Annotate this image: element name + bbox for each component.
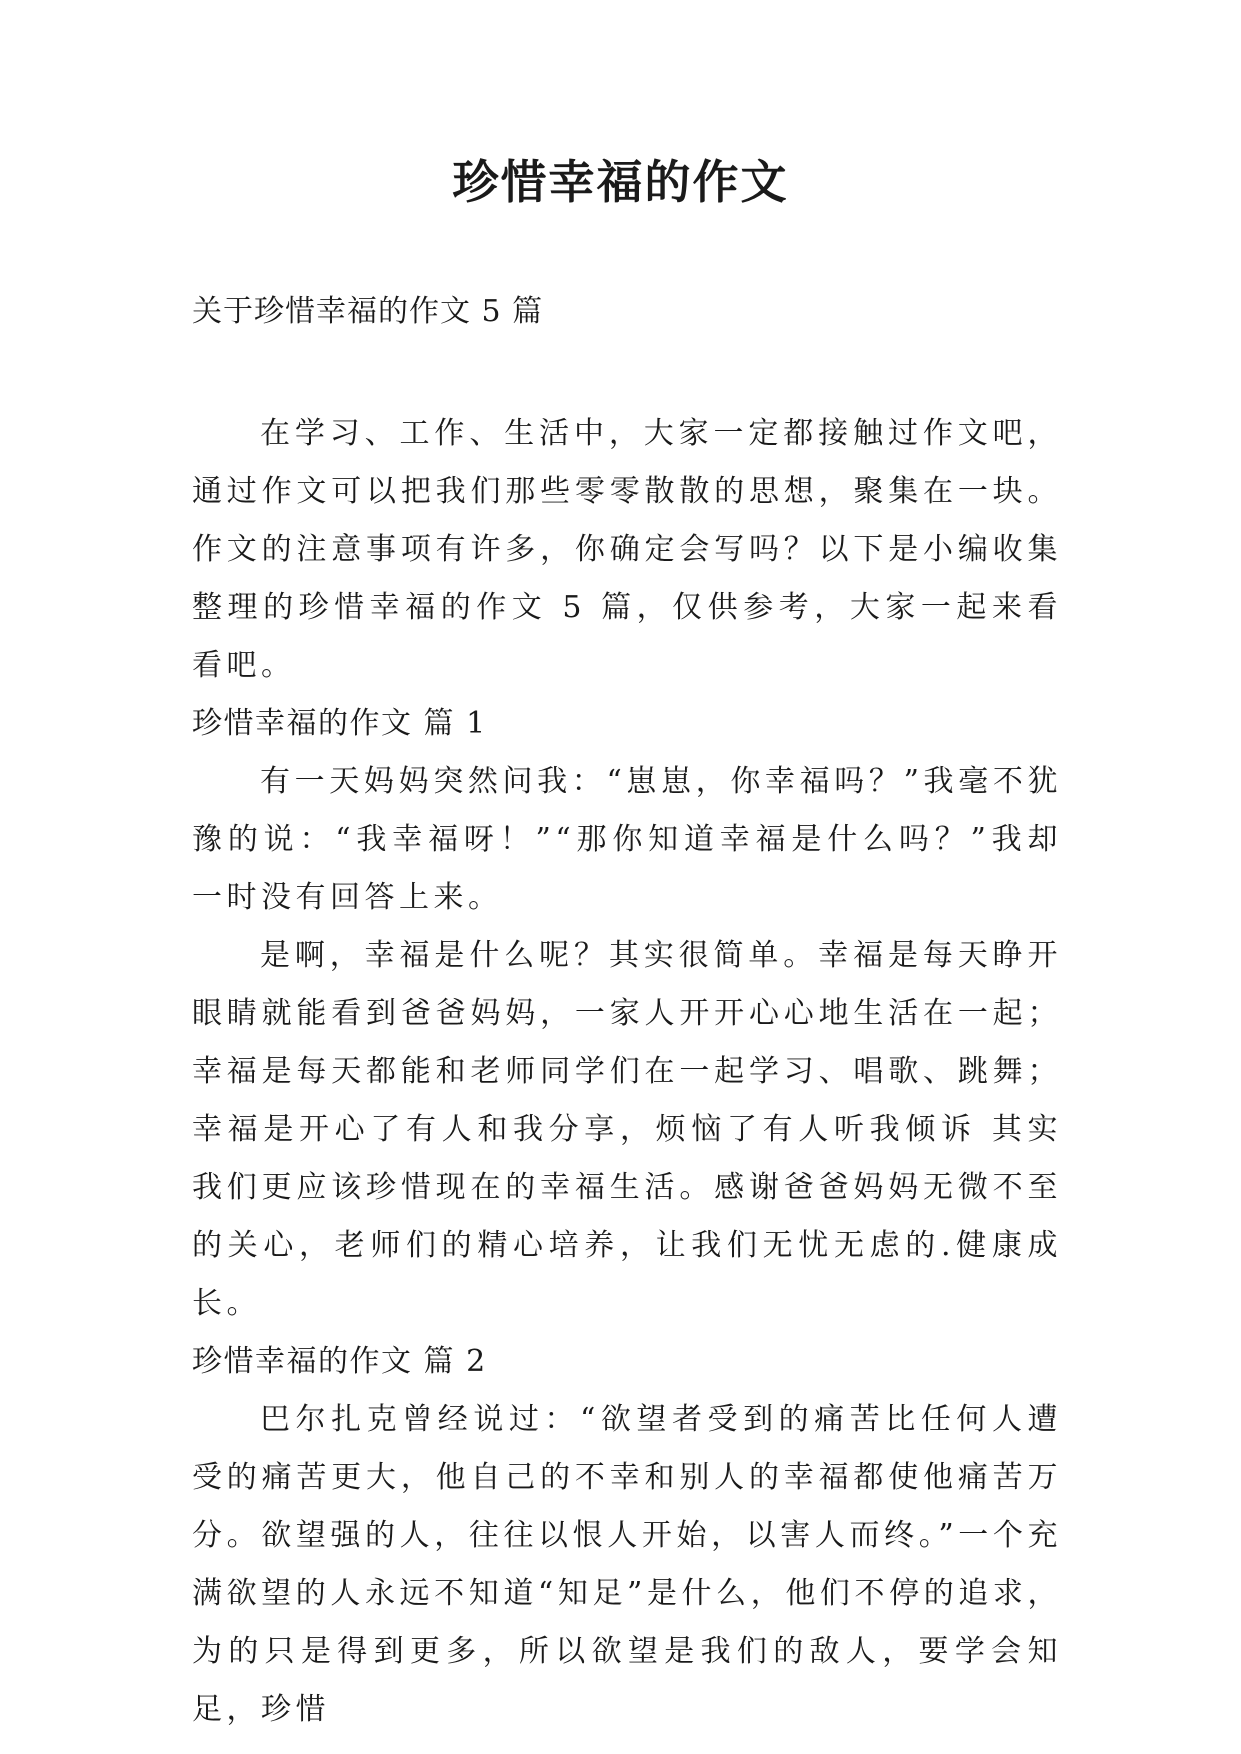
document-subtitle: 关于珍惜幸福的作文 5 篇 — [192, 294, 544, 329]
intro-paragraph: 在学习、工作、生活中，大家一定都接触过作文吧，通过作文可以把我们那些零零散散的思想，聚集在一块。作文的注意事项有许多，你确定会写吗？以下是小编收集整理的珍惜幸福的作文 5 篇，仅供参考，大家一起来看看吧。 — [192, 416, 1062, 683]
section-1-paragraph-1: 有一天妈妈突然问我：“崽崽，你幸福吗？”我毫不犹豫的说：“我幸福呀！”“那你知道幸福是什么吗？”我却一时没有回答上来。 — [192, 764, 1062, 915]
document-body — [192, 405, 1062, 1739]
section-1-paragraph-2: 是啊，幸福是什么呢？其实很简单。幸福是每天睁开眼睛就能看到爸爸妈妈，一家人开开心心地生活在一起；幸福是每天都能和老师同学们在一起学习、唱歌、跳舞；幸福是开心了有人和我分享，烦恼了有人听我倾诉 其实我们更应该珍惜现在的幸福生活。感谢爸爸妈妈无微不至的关心，老师们的精心培养，让我们无忧无虑的.健康成长。 — [192, 938, 1062, 1321]
document-title: 珍惜幸福的作文 — [452, 155, 789, 209]
section-heading-1: 珍惜幸福的作文 篇 1 — [192, 706, 487, 741]
section-2-paragraph-1: 巴尔扎克曾经说过：“欲望者受到的痛苦比任何人遭受的痛苦更大，他自己的不幸和别人的幸福都使他痛苦万分。欲望强的人，往往以恨人开始，以害人而终。”一个充满欲望的人永远不知道“知足”是什么，他们不停的追求，为的只是得到更多，所以欲望是我们的敌人，要学会知足，珍惜 — [192, 1402, 1062, 1727]
section-heading-2: 珍惜幸福的作文 篇 2 — [192, 1344, 487, 1379]
